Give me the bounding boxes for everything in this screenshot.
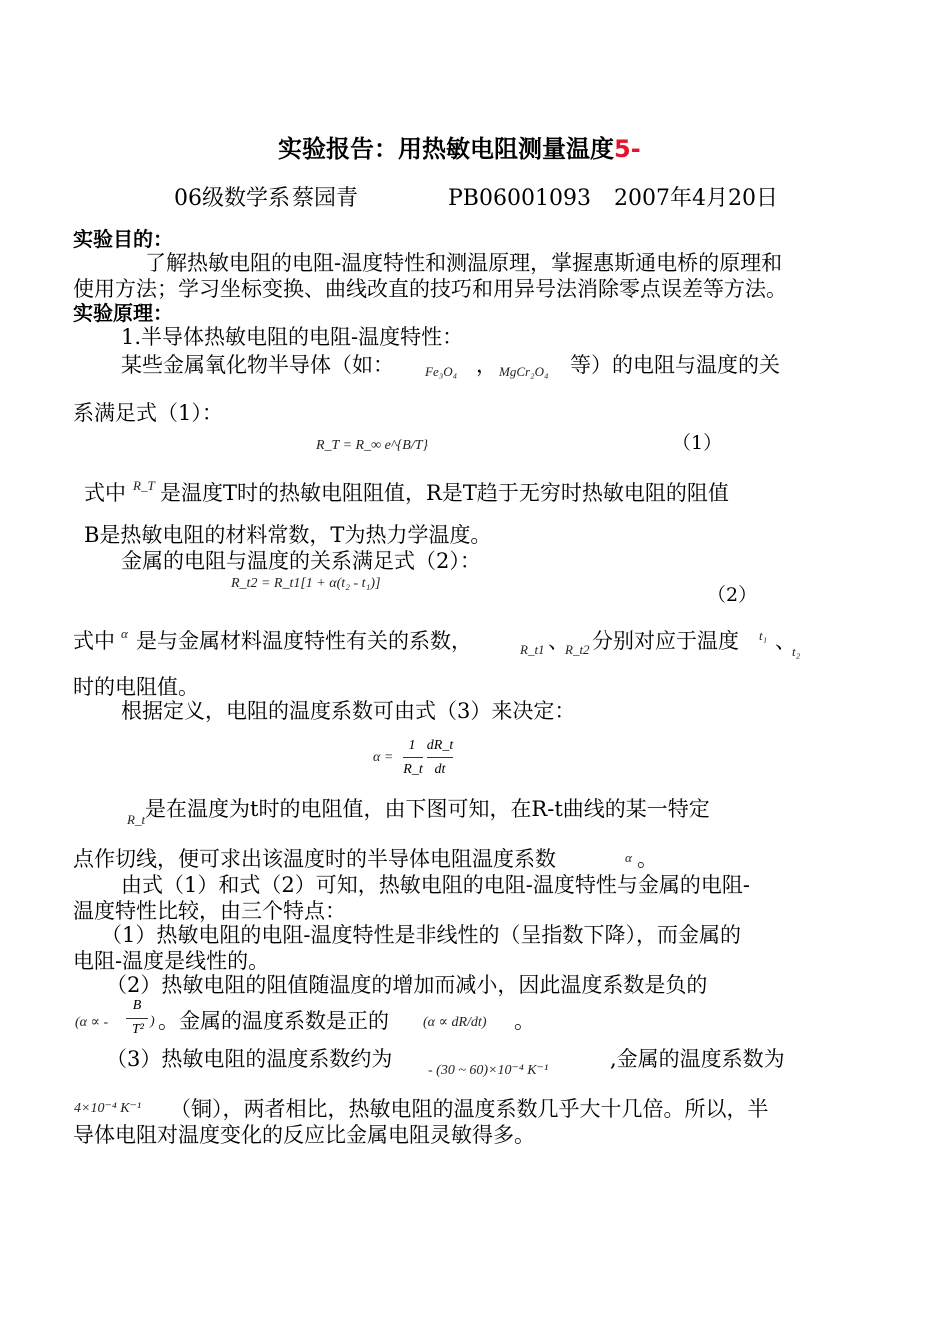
symbol-rt-2: R_t <box>127 812 146 827</box>
para6-a: 是在温度为t时的电阻值，由下图可知，在R-t曲线的某一特定 <box>145 797 710 821</box>
symbol-rt1: R_t1 <box>520 642 545 657</box>
equation-1: R_T = R_∞ e^{B/T} <box>316 438 429 453</box>
principle-item1: 1.半导体热敏电阻的电阻-温度特性： <box>121 325 464 349</box>
feature1-a: （1）热敏电阻的电阻-温度特性是非线性的（呈指数下降），而金属的 <box>101 923 741 947</box>
symbol-t2: t₂ <box>792 644 801 659</box>
formula-close: ) <box>150 1014 155 1029</box>
equation-2-number: （2） <box>707 584 758 606</box>
byline-dept: 06级数学系 <box>174 186 290 211</box>
title-text: 实验报告：用热敏电阻测量温度 <box>278 135 614 163</box>
para1-b: 等）的电阻与温度的关 <box>570 353 780 377</box>
para4-sep2: 、 <box>775 629 796 653</box>
symbol-rt: R_T <box>133 478 155 493</box>
equation-3-den1: R_t <box>403 762 423 777</box>
para7-b: 温度特性比较，由三个特点： <box>73 899 346 923</box>
symbol-alpha-2: α <box>625 850 632 865</box>
para2-a: 式中 <box>84 481 126 505</box>
para4-sep: 、 <box>548 629 569 653</box>
feature1-b: 电阻-温度是线性的。 <box>73 949 270 973</box>
fraction-bar-3 <box>126 1018 148 1019</box>
symbol-t1: t₁ <box>759 628 768 643</box>
para2-b: 是温度T时的热敏电阻阻值，R是T趋于无穷时热敏电阻的阻值 <box>160 481 729 505</box>
equation-3-num2: dR_t <box>426 738 454 753</box>
para4-b: 是与金属材料温度特性有关的系数， <box>136 629 472 653</box>
purpose-line2: 使用方法；学习坐标变换、曲线改直的技巧和用异号法消除零点误差等方法。 <box>73 277 787 301</box>
equation-3-den2: dt <box>434 762 446 777</box>
para6-b: 点作切线，便可求出该温度时的半导体电阻温度系数 <box>73 847 556 871</box>
formula-thermistor-coef: - (30 ~ 60)×10⁻⁴ K⁻¹ <box>428 1063 549 1078</box>
symbol-alpha: α <box>121 626 128 641</box>
byline-date: 2007年4月20日 <box>614 186 778 211</box>
symbol-rt2: R_t2 <box>565 642 590 657</box>
principle-heading: 实验原理： <box>73 301 173 325</box>
fraction-bar-2 <box>427 757 453 758</box>
para7-a: 由式（1）和式（2）可知，热敏电阻的电阻-温度特性与金属的电阻- <box>121 873 750 897</box>
title-suffix: 5- <box>614 135 641 163</box>
formula-mgcr2o4: MgCr₂O₄ <box>499 364 549 379</box>
feature3-c: （铜），两者相比，热敏电阻的温度系数几乎大十几倍。所以，半 <box>170 1097 769 1121</box>
feature2-b: 。金属的温度系数是正的 <box>158 1009 389 1033</box>
para4-d: 时的电阻值。 <box>73 675 199 699</box>
para1-a: 某些金属氧化物半导体（如： <box>121 353 394 377</box>
para4-c: 分别对应于温度 <box>592 629 739 653</box>
feature2-a: （2）热敏电阻的阻值随温度的增加而减小，因此温度系数是负的 <box>106 973 708 997</box>
byline-name: 蔡园青 <box>292 186 359 211</box>
para3: 金属的电阻与温度的关系满足式（2）： <box>121 549 481 573</box>
equation-2: R_t2 = R_t1[1 + α(t₂ - t₁)] <box>231 576 381 591</box>
formula-alpha-neg: (α ∝ - <box>75 1015 109 1030</box>
formula-fe3o4: Fe₃O₄ <box>425 364 458 379</box>
feature3-b: ,金属的温度系数为 <box>610 1047 785 1071</box>
purpose-line1: 了解热敏电阻的电阻-温度特性和测温原理，掌握惠斯通电桥的原理和 <box>145 251 783 275</box>
feature2-c: 。 <box>514 1009 535 1033</box>
byline-id: PB06001093 <box>448 186 591 211</box>
para6-c: 。 <box>637 847 658 871</box>
para1-comma: ， <box>476 353 497 377</box>
purpose-heading: 实验目的： <box>73 227 173 251</box>
feature3-a: （3）热敏电阻的温度系数约为 <box>106 1047 393 1071</box>
formula-t2: T² <box>132 1022 144 1037</box>
para4-a: 式中 <box>73 629 115 653</box>
para5: 根据定义，电阻的温度系数可由式（3）来决定： <box>121 699 576 723</box>
formula-b: B <box>132 998 142 1013</box>
formula-copper-coef: 4×10⁻⁴ K⁻¹ <box>74 1101 142 1116</box>
equation-3-lhs: α = <box>373 750 394 765</box>
equation-1-number: （1） <box>672 432 723 454</box>
formula-alpha-dr: (α ∝ dR/dt) <box>423 1015 487 1030</box>
para2-c: B是热敏电阻的材料常数，T为热力学温度。 <box>84 523 492 547</box>
para1-c: 系满足式（1）： <box>73 401 223 425</box>
equation-3-num1: 1 <box>408 738 416 753</box>
feature3-d: 导体电阻对温度变化的反应比金属电阻灵敏得多。 <box>73 1123 535 1147</box>
page-title <box>278 136 641 162</box>
fraction-bar-1 <box>403 757 423 758</box>
